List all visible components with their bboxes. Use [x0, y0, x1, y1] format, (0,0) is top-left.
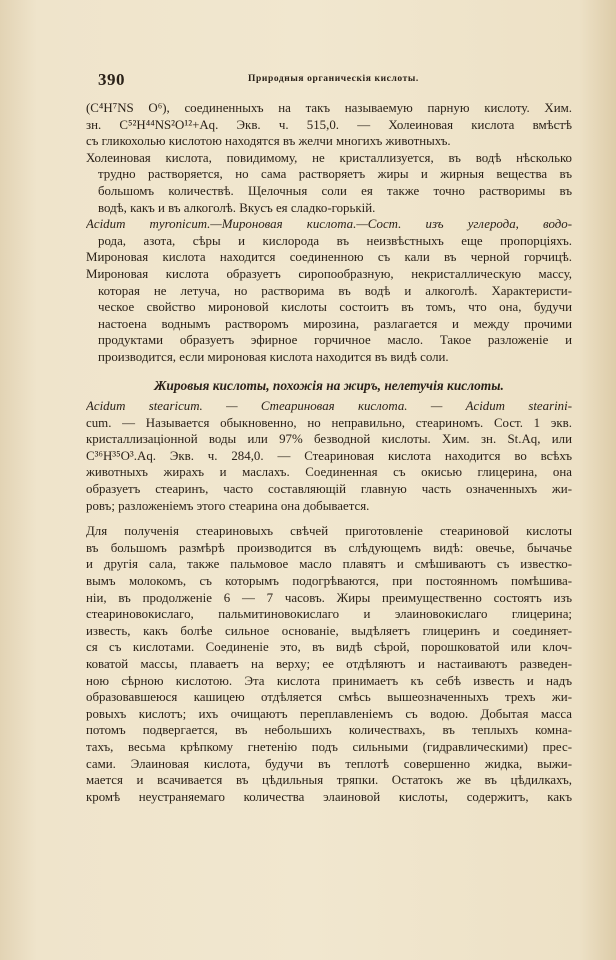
text-line: Acidum myronicum.—Мироновая кислота.—Сост. изъ углерода, водо-	[86, 217, 572, 232]
text-line: и другія сала, также пальмовое масло плавятъ и смѣшиваютъ съ известко-	[86, 557, 572, 572]
text-line: животныхъ жирахъ и маслахъ. Соединенная съ окисью глицерина, она	[86, 465, 572, 480]
text-line: С³⁶Н³⁵О³.Aq. Экв. ч. 284,0. — Стеариновая кислота находится во всѣхъ	[86, 448, 572, 463]
text-line: ческое свойство мироновой кислоты состоитъ въ томъ, что она, будучи	[98, 300, 572, 315]
text-line: Холеиновая кислота, повидимому, не кристаллизуется, въ водѣ нѣсколько	[86, 150, 572, 165]
text-line: стеариновокислаго, пальмитиновокислаго и элаиновокислаго глицерина;	[86, 607, 572, 622]
text-line: коватой массы, плаваетъ на верху; ее отдѣляютъ и настаиваютъ разведен-	[86, 657, 572, 671]
text-line: сами. Элаиновая кислота, будучи въ теплотѣ совершенно жидка, выжи-	[86, 756, 572, 771]
text-line: образуетъ стеаринъ, часто составляющій главную часть означенныхъ жи-	[86, 482, 572, 497]
text-line: которая не летуча, но растворима въ водѣ и алкоголѣ. Характеристи-	[98, 283, 572, 298]
text-line: кристаллизаціонной воды или 97% безводной кислоты. Хим. зн. St.Aq, или	[86, 432, 572, 447]
text-line: въ большомъ размѣрѣ производится въ слѣдующемъ видѣ: овечье, бычачье	[86, 540, 572, 555]
body-text	[86, 100, 572, 805]
text-line: образовавшеюся кашицею отдѣляется смѣсь вышеозначенныхъ трехъ жи-	[86, 690, 572, 705]
text-line: вымъ молокомъ, съ которымъ подогрѣваются, при постоянномъ помѣшива-	[86, 574, 572, 589]
text-line: ровыхъ кислотъ; ихъ очищаютъ переплавленіемъ съ водою. Добытая масса	[86, 706, 572, 721]
text-line: водѣ, какъ и въ алкоголѣ. Вкусъ ея сладко-горькій.	[98, 200, 376, 215]
text-line: зн. С⁵²Н⁴⁴NS²О¹²+Aq. Экв. ч. 515,0. — Холеиновая кислота вмѣстѣ	[86, 117, 572, 132]
text-line: cum. — Называется обыкновенно, но неправильно, стеариномъ. Сост. 1 экв.	[86, 415, 572, 430]
text-line: тахъ, весьма крѣпкому гнетенію подъ сильными (гидравлическими) прес-	[86, 739, 572, 754]
text-line: производится, если мироновая кислота находится въ видѣ соли.	[98, 349, 449, 364]
text-line: продуктами образуетъ эфирное горчичное масло. Такое разложеніе и	[98, 333, 572, 348]
text-line: большомъ количествѣ. Щелочныя соли ея также точно растворимы въ	[98, 183, 572, 198]
text-line: Acidum stearicum. — Стеариновая кислота. — Acidum stearini-	[86, 399, 572, 414]
text-line: ною сѣрною кислотою. Эта кислота принимаетъ къ себѣ известь и надъ	[86, 673, 572, 688]
text-line: рода, азота, сѣры и кислорода въ неизвѣстныхъ еще пропорціяхъ.	[98, 233, 572, 248]
text-line: съ гликохолью кислотою находятся въ желчи многихъ животныхъ.	[86, 134, 451, 149]
text-line: мается и всачивается въ цѣдильныя тряпки. Остатокъ же въ цѣдилкахъ,	[86, 773, 572, 788]
text-line: трудно растворяется, но сама растворяетъ жиры и жирныя вещества въ	[98, 167, 572, 182]
text-line: ніи, въ продолженіе 6 — 7 часовъ. Жиры преимущественно состоятъ изъ	[86, 590, 572, 605]
text-line: (С⁴Н⁷NS О⁶), соединенныхъ на такъ называемую парную кислоту. Хим.	[86, 101, 572, 115]
text-line: известь, какъ болѣе сильное основаніе, выдѣляетъ глицеринъ и соединяет-	[86, 623, 572, 638]
text-line: ся съ кислотами. Соединеніе это, въ видѣ сѣрой, порошковатой или клоч-	[86, 640, 572, 655]
text-line: потомъ подвергается, въ небольшихъ количествахъ, въ теплыхъ комна-	[86, 723, 572, 738]
page-header	[98, 70, 576, 92]
text-line: ровъ; разложеніемъ этого стеарина она добывается.	[86, 498, 370, 513]
text-line: Мироновая кислота находится соединенною съ кали въ черной горчицѣ.	[86, 250, 572, 265]
text-line: Для полученія стеариновыхъ свѣчей приготовленіе стеариновой кислоты	[86, 524, 572, 539]
page-number: 390	[98, 70, 125, 89]
text-line: настоена воднымъ растворомъ мирозина, разлагается и между прочими	[98, 316, 572, 331]
text-line: кромѣ неустраняемаго количества элаиновой кислоты, содержитъ, какъ	[86, 789, 572, 804]
running-head: Природныя органическія кислоты.	[248, 74, 419, 84]
section-heading: Жировыя кислоты, похожія на жиръ, нелетучія кислоты.	[154, 377, 504, 393]
text-line: Мироновая кислота образуетъ сиропообразную, некристаллическую массу,	[86, 266, 572, 281]
